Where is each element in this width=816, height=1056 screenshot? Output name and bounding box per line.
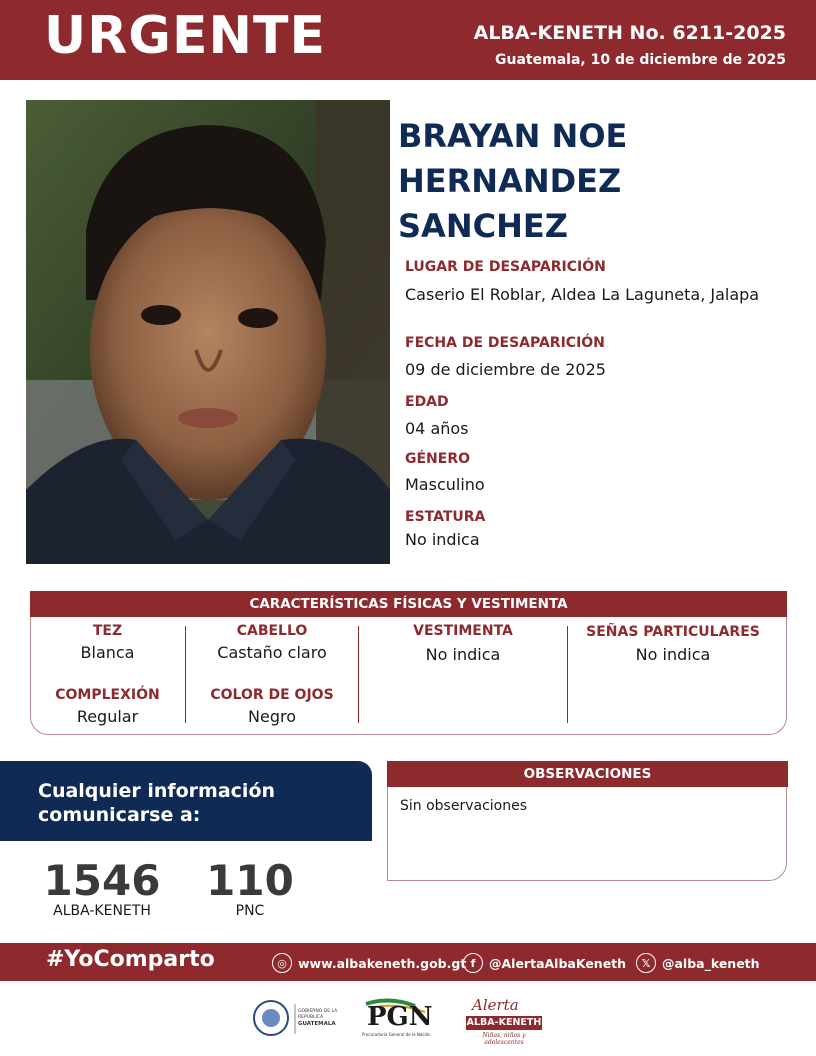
height-value: No indica: [405, 530, 480, 549]
contact-line-1: Cualquier información: [38, 780, 276, 802]
observations-text: Sin observaciones: [400, 798, 528, 814]
hotline-number: 1546: [43, 856, 161, 905]
hair-label: CABELLO: [236, 623, 308, 639]
x-link[interactable]: [636, 952, 760, 974]
date-value: 09 de diciembre de 2025: [405, 360, 606, 379]
build-label: COMPLEXIÓN: [55, 687, 160, 703]
facebook-link[interactable]: [463, 952, 626, 974]
gov-line-1: GOBIERNO DE LA REPÚBLICA: [298, 1009, 338, 1020]
contact-text: [38, 779, 275, 827]
clothing-value: No indica: [425, 645, 501, 664]
hashtag: #YoComparto: [46, 947, 215, 972]
pgn-text: PGN: [367, 1002, 433, 1032]
x-icon: 𝕏: [636, 953, 656, 973]
column-divider: [567, 626, 568, 723]
column-divider: [358, 626, 359, 723]
pgn-subtitle: Procuraduría General de la Nación: [362, 1032, 431, 1037]
gov-text: [298, 1009, 358, 1027]
globe-icon: ◎: [272, 953, 292, 973]
gender-value: Masculino: [405, 475, 485, 494]
marks-label: SEÑAS PARTICULARES: [586, 624, 760, 640]
guatemala-government-logo: [254, 1001, 295, 1035]
name-line-2: HERNANDEZ: [398, 162, 622, 200]
gender-label: GÉNERO: [405, 451, 471, 467]
gov-line-2: GUATEMALA: [298, 1021, 336, 1027]
alert-number: ALBA-KENETH No. 6211-2025: [473, 22, 786, 44]
eye-color-value: Negro: [248, 707, 296, 726]
skin-label: TEZ: [92, 623, 123, 639]
hotline-label: ALBA-KENETH: [53, 903, 151, 919]
facebook-icon: f: [463, 953, 483, 973]
date-label: FECHA DE DESAPARICIÓN: [405, 335, 605, 351]
urgent-title: URGENTE: [44, 6, 326, 66]
x-text: @alba_keneth: [662, 955, 760, 971]
marks-value: No indica: [635, 645, 711, 664]
clothing-label: VESTIMENTA: [413, 623, 513, 639]
alerta-text: Alerta: [472, 996, 519, 1014]
place-value: Caserio El Roblar, Aldea La Laguneta, Jalapa: [405, 285, 760, 304]
missing-person-name: [398, 114, 798, 249]
name-line-3: SANCHEZ: [398, 207, 568, 245]
website-text: www.albakeneth.gob.gt: [298, 955, 467, 971]
alba-keneth-text: ALBA-KENETH: [466, 1017, 542, 1028]
contact-line-2: comunicarse a:: [38, 804, 201, 826]
age-label: EDAD: [405, 394, 449, 410]
facebook-text: @AlertaAlbaKeneth: [489, 955, 627, 971]
age-value: 04 años: [405, 419, 469, 438]
place-label: LUGAR DE DESAPARICIÓN: [405, 259, 606, 275]
height-label: ESTATURA: [405, 509, 486, 525]
police-number: 110: [206, 856, 294, 905]
website-link[interactable]: [272, 952, 466, 974]
alba-subtitle: Niñas, niños y adolescentes: [482, 1032, 526, 1046]
build-value: Regular: [76, 707, 139, 726]
eye-color-label: COLOR DE OJOS: [210, 687, 334, 703]
missing-child-photo: [26, 100, 390, 564]
name-line-1: BRAYAN NOE: [398, 117, 628, 155]
characteristics-title: CARACTERÍSTICAS FÍSICAS Y VESTIMENTA: [30, 591, 787, 617]
alert-date: Guatemala, 10 de diciembre de 2025: [495, 52, 786, 68]
police-label: PNC: [235, 903, 265, 919]
observations-title: OBSERVACIONES: [387, 761, 788, 787]
hair-value: Castaño claro: [217, 643, 327, 662]
skin-value: Blanca: [80, 643, 135, 662]
sponsor-logos: [250, 994, 550, 1044]
